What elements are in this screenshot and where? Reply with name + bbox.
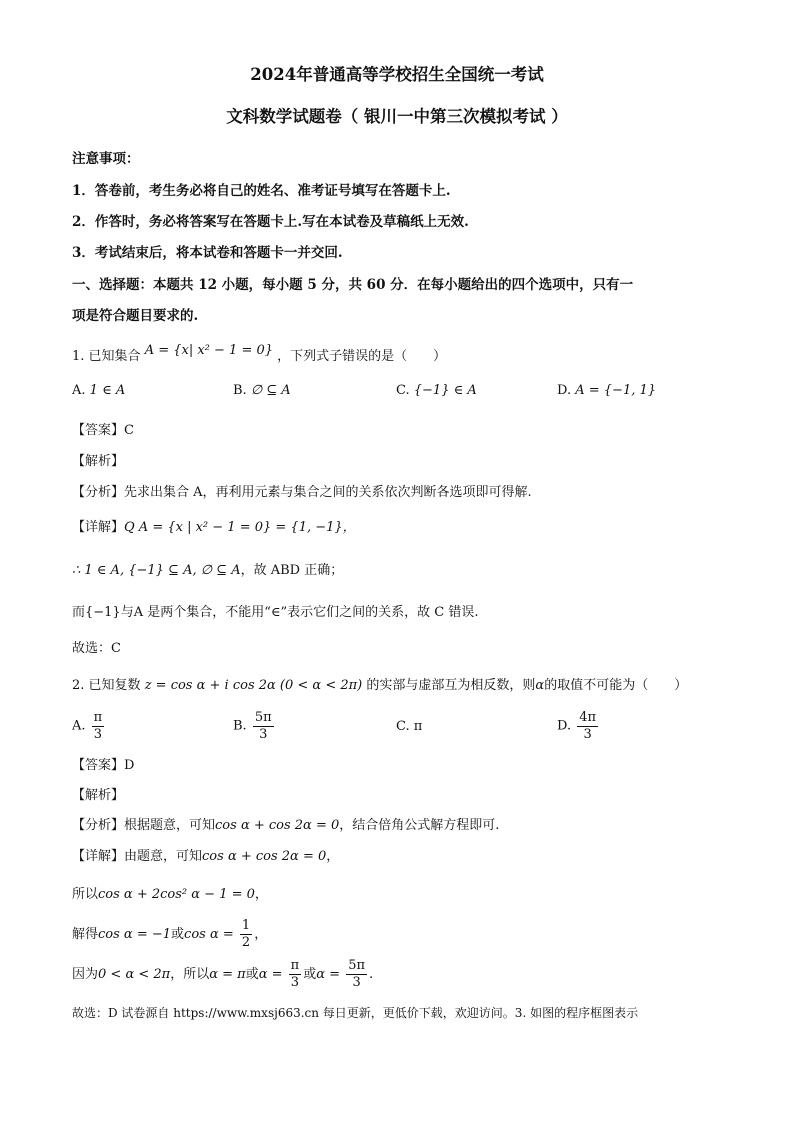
q2-conclusion: 故选：D 试卷源自 https://www.mxsj663.cn 每日更新，更低价下载，欢迎访问。3. 如图的程序框图表示 xyxy=(72,1006,639,1020)
q2-fenxi xyxy=(72,817,499,835)
q1-detail-1 xyxy=(72,519,356,537)
fenxi-math: cos α + cos 2α = 0 xyxy=(215,818,340,833)
q2-option-c xyxy=(396,718,422,736)
denominator: 2 xyxy=(241,935,251,950)
denominator: 3 xyxy=(352,975,361,990)
option-content: A = {−1, 1} xyxy=(575,383,657,398)
numerator: 5π xyxy=(348,958,366,973)
q1-stem xyxy=(72,343,447,366)
detail-math: α = xyxy=(258,967,283,982)
q1-fenxi xyxy=(72,484,532,502)
detail-tag: 【详解】 xyxy=(72,849,125,864)
q1-set-definition: A = {x| x² − 1 = 0} xyxy=(144,343,274,358)
detail-fraction xyxy=(346,958,367,991)
denominator: 3 xyxy=(290,975,300,990)
option-content: ∅ ⊆ A xyxy=(250,383,291,398)
denominator: 3 xyxy=(93,727,103,742)
detail-text: 由题意，可知 xyxy=(124,849,203,864)
notice-item-3: 3．考试结束后，将本试卷和答题卡一并交回. xyxy=(72,245,343,261)
detail-text-end: ， xyxy=(326,849,340,864)
option-content: π xyxy=(413,719,423,734)
q2-analysis-tag: 【解析】 xyxy=(72,788,125,803)
numerator: π xyxy=(93,710,103,725)
numerator: π xyxy=(290,958,300,973)
numerator: 5π xyxy=(254,710,272,725)
detail-math: ∴ 1 ∈ A, {−1} ⊆ A, ∅ ⊆ A xyxy=(72,563,241,578)
detail-math: α = π xyxy=(209,967,246,982)
option-label: C. xyxy=(396,383,410,398)
q1-option-b xyxy=(233,382,291,400)
q2-stem-suffix: 的取值不可能为（ ） xyxy=(544,678,688,693)
q1-option-a xyxy=(72,382,125,400)
detail-math: cos α + 2cos² α − 1 = 0 xyxy=(98,887,255,902)
option-fraction xyxy=(253,710,274,743)
q2-detail-1 xyxy=(72,848,339,866)
option-fraction xyxy=(577,710,598,743)
option-label: B. xyxy=(233,383,247,398)
option-label: D. xyxy=(557,383,572,398)
option-label: C. xyxy=(396,719,410,734)
q1-conclusion: 故选：C xyxy=(72,641,121,656)
option-label: A. xyxy=(72,383,86,398)
detail-text-end: . xyxy=(369,967,374,982)
detail-text: ，故 ABD 正确； xyxy=(240,563,344,578)
detail-math: Q A = {x | x² − 1 = 0} = {1, −1}， xyxy=(124,520,356,535)
section-heading-line-1: 一、选择题：本题共 12 小题，每小题 5 分，共 60 分．在每小题给出的四个选项中，只有一 xyxy=(72,277,634,293)
q1-detail-2 xyxy=(72,562,343,580)
answer-tag: 【答案】 xyxy=(72,758,125,773)
detail-or: 或 xyxy=(303,967,317,982)
section-heading-line-2: 项是符合题目要求的. xyxy=(72,308,199,324)
detail-text: 所以 xyxy=(72,887,99,902)
answer-value: C xyxy=(124,423,134,438)
detail-fraction xyxy=(240,918,252,951)
notice-item-1: 1．答卷前，考生务必将自己的姓名、准考证号填写在答题卡上. xyxy=(72,183,451,199)
fenxi-text-end: ，结合倍角公式解方程即可. xyxy=(339,818,500,833)
notice-item-2: 2．作答时，务必将答案写在答题卡上.写在本试卷及草稿纸上无效. xyxy=(72,214,469,230)
notice-heading: 注意事项： xyxy=(72,151,140,167)
q2-stem xyxy=(72,677,687,695)
detail-or: 或 xyxy=(171,927,185,942)
q2-option-b xyxy=(233,710,276,743)
option-label: B. xyxy=(233,718,247,734)
detail-math: cos α + cos 2α = 0 xyxy=(202,849,327,864)
detail-text: 解得 xyxy=(72,927,99,942)
detail-text-end: ， xyxy=(254,927,268,942)
q2-stem-middle: 的实部与虚部互为相反数，则 xyxy=(366,678,536,693)
option-label: D. xyxy=(557,718,572,734)
fenxi-tag: 【分析】 xyxy=(72,485,125,500)
option-content: {−1} ∈ A xyxy=(413,383,477,398)
q2-stem-prefix: 2. 已知复数 xyxy=(72,678,141,693)
detail-math: α = xyxy=(316,967,341,982)
numerator: 1 xyxy=(241,918,251,933)
q2-answer xyxy=(72,757,134,775)
q1-option-c xyxy=(396,382,477,400)
q2-option-a xyxy=(72,710,106,743)
option-label: A. xyxy=(72,718,86,734)
detail-text-end: ， xyxy=(254,887,268,902)
q2-detail-4 xyxy=(72,958,373,991)
fenxi-text: 先求出集合 A，再利用元素与集合之间的关系依次判断各选项即可得解. xyxy=(124,485,532,500)
denominator: 3 xyxy=(259,727,268,742)
exam-title: 2024年普通高等学校招生全国统一考试 xyxy=(250,65,544,84)
q1-analysis-tag: 【解析】 xyxy=(72,454,125,469)
numerator: 4π xyxy=(579,710,597,725)
q1-stem-suffix: ，下列式子错误的是（ ） xyxy=(277,349,447,364)
fenxi-text: 根据题意，可知 xyxy=(124,818,216,833)
detail-text: 因为 xyxy=(72,967,99,982)
option-fraction xyxy=(92,710,105,743)
detail-math: 0 < α < 2π xyxy=(98,967,171,982)
detail-math: cos α = xyxy=(184,927,234,942)
detail-tag: 【详解】 xyxy=(72,520,125,535)
q2-alpha: α xyxy=(535,678,545,693)
denominator: 3 xyxy=(583,727,592,742)
q2-detail-2 xyxy=(72,886,268,904)
q2-detail-3 xyxy=(72,918,267,951)
exam-subtitle: 文科数学试题卷（ 银川一中第三次模拟考试 ） xyxy=(226,107,568,126)
q2-option-d xyxy=(557,710,600,743)
answer-value: D xyxy=(124,758,135,773)
fenxi-tag: 【分析】 xyxy=(72,818,125,833)
detail-text: ，所以 xyxy=(170,967,210,982)
q1-answer xyxy=(72,422,134,440)
q1-detail-3: 而{−1}与A 是两个集合，不能用“∈”表示它们之间的关系，故 C 错误. xyxy=(72,605,479,620)
detail-fraction xyxy=(289,958,302,991)
q1-option-d xyxy=(557,382,656,400)
detail-or: 或 xyxy=(245,967,259,982)
option-content: 1 ∈ A xyxy=(89,383,126,398)
detail-math: cos α = −1 xyxy=(98,927,172,942)
q2-complex-number: z = cos α + i cos 2α (0 < α < 2π) xyxy=(144,678,363,693)
answer-tag: 【答案】 xyxy=(72,423,125,438)
q1-stem-prefix: 1. 已知集合 xyxy=(72,349,141,364)
